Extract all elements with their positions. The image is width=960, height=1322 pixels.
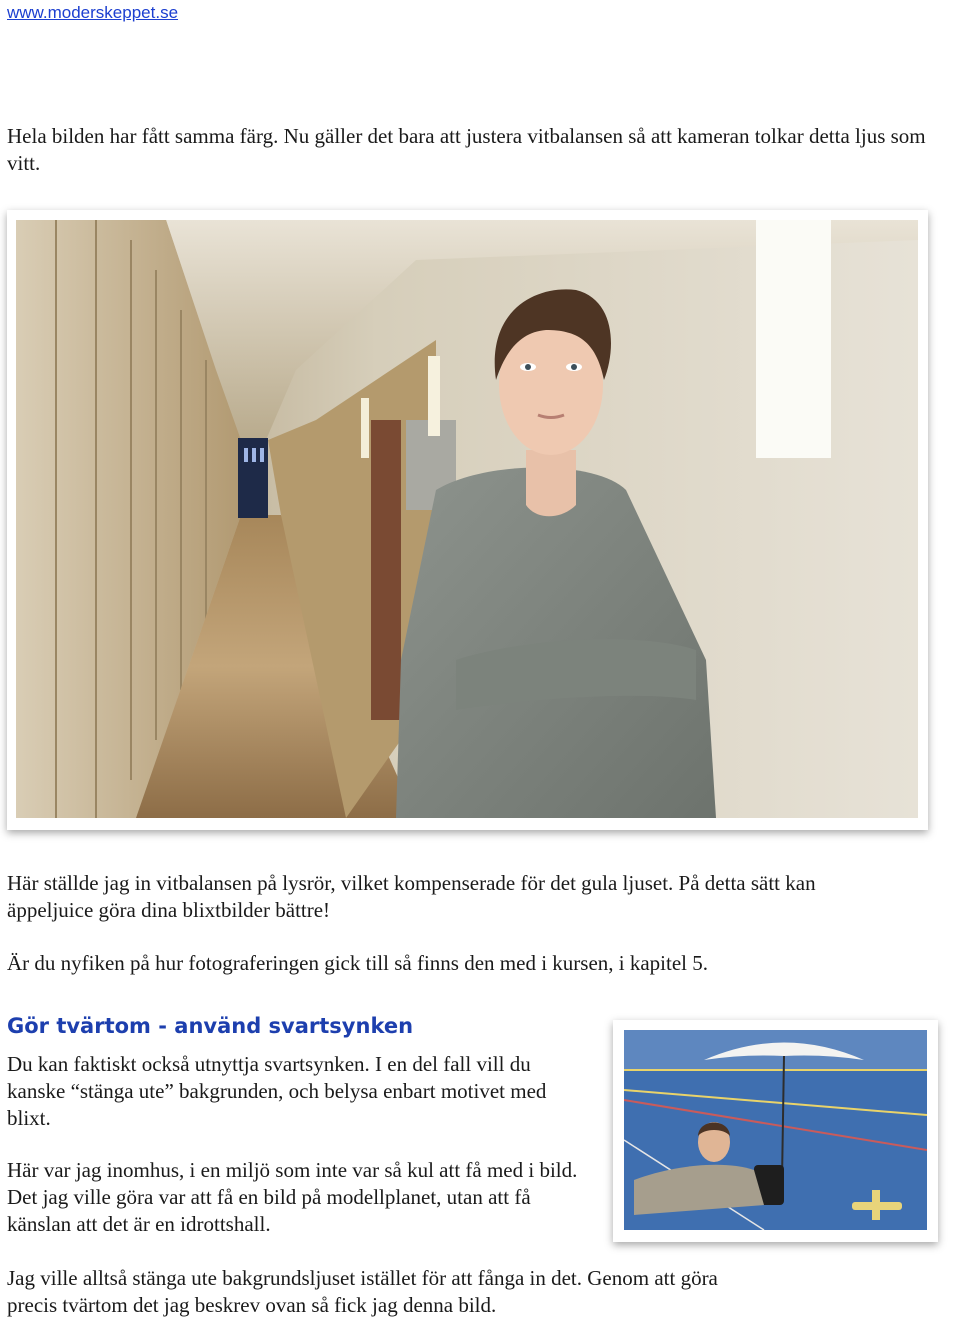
section-heading: Gör tvärtom - använd svartsynken [7, 1014, 414, 1038]
site-link[interactable]: www.moderskeppet.se [7, 3, 179, 22]
conclusion-paragraph: Jag ville alltså stänga ute bakgrundsljuset istället för att fånga in det. Genom att göra precis tvärtom det jag beskrev ovan så fick jag denna bild. [7, 1266, 718, 1317]
corridor-photo [16, 220, 918, 818]
gym-photo-frame [613, 1020, 938, 1242]
intro-paragraph: Hela bilden har fått samma färg. Nu gäller det bara att justera vitbalansen så att kameran tolkar detta ljus som vitt. [7, 124, 926, 175]
backlight-paragraph: Du kan faktiskt också utnyttja svartsynken. I en del fall vill du kanske “stänga ute” bakgrunden, och belysa enbart motivet med blixt. [7, 1052, 547, 1130]
whitebalance-paragraph: Här ställde jag in vitbalansen på lysrör, vilket kompenserade för det gula ljuset. På detta sätt kan äppeljuice göra dina blixtbilder bättre! [7, 871, 816, 922]
course-paragraph: Är du nyfiken på hur fotograferingen gick till så finns den med i kursen, i kapitel 5. [7, 951, 708, 975]
gym-paragraph: Här var jag inomhus, i en miljö som inte var så kul att få med i bild. Det jag ville göra var att få en bild på modellplanet, utan att få känslan att det är en idrottshall. [7, 1158, 578, 1236]
corridor-photo-frame [7, 210, 928, 830]
gym-photo [624, 1030, 927, 1230]
